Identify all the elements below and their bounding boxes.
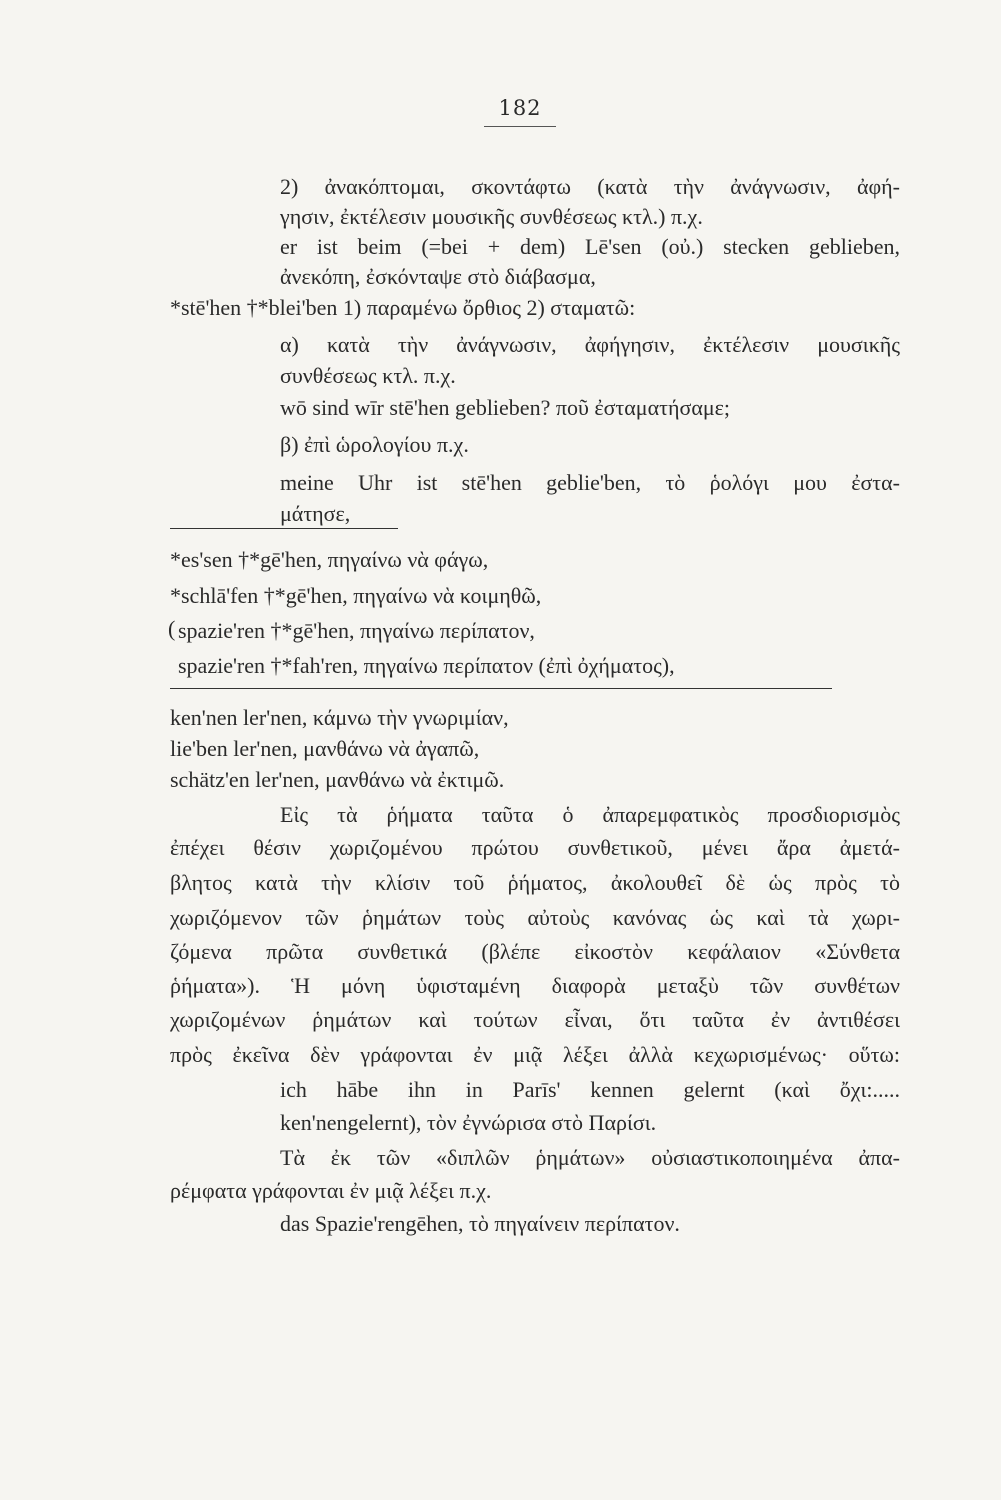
text-line: meine Uhr ist stē'hen geblie'ben, τὸ ῥολόγι μου ἐστα-	[280, 470, 900, 495]
text-line: β) ἐπὶ ὡρολογίου π.χ.	[280, 432, 469, 457]
brace-mark: (	[168, 616, 176, 641]
text-line: ich hābe ihn in Parīs' kennen gelernt (καὶ ὄχι:.....	[280, 1077, 900, 1102]
text-line: συνθέσεως κτλ. π.χ.	[280, 363, 456, 388]
text-line: πρὸς ἐκεῖνα δὲν γράφονται ἐν μιᾷ λέξει ἀλλὰ κεχωρισμένως· οὕτω:	[170, 1042, 900, 1067]
text-line: ἐπέχει θέσιν χωριζομένου πρώτου συνθετικοῦ, μένει ἄρα ἀμετά-	[170, 835, 900, 860]
text-line: α) κατὰ τὴν ἀνάγνωσιν, ἀφήγησιν, ἐκτέλεσιν μουσικῆς	[280, 332, 900, 357]
text-line: ἀνεκόπη, ἐσκόνταψε στὸ διάβασμα,	[280, 264, 596, 289]
text-line: wō sind wīr stē'hen geblieben? ποῦ ἐσταματήσαμε;	[280, 395, 731, 420]
text-line: Εἰς τὰ ῥήματα ταῦτα ὁ ἀπαρεμφατικὸς προσδιορισμὸς	[280, 802, 900, 827]
text-line: spazie'ren †*fah'ren, πηγαίνω περίπατον (ἐπὶ ὀχήματος),	[178, 653, 675, 678]
page-number-rule	[484, 126, 556, 127]
text-line: βλητος κατὰ τὴν κλίσιν τοῦ ῥήματος, ἀκολουθεῖ δὲ ὡς πρὸς τὸ	[170, 870, 900, 895]
text-line: ῥήματα»). Ἡ μόνη ὑφισταμένη διαφορὰ μεταξὺ τῶν συνθέτων	[170, 973, 900, 998]
section-rule	[170, 688, 832, 689]
section-rule	[170, 528, 398, 529]
text-line: χωριζομένων ῥημάτων καὶ τούτων εἶναι, ὅτι ταῦτα ἐν ἀντιθέσει	[170, 1007, 900, 1032]
text-line: Τὰ ἐκ τῶν «διπλῶν ῥημάτων» οὐσιαστικοποιημένα ἀπα-	[280, 1145, 900, 1170]
text-line: *stē'hen †*blei'ben 1) παραμένω ὄρθιος 2) σταματῶ:	[170, 295, 636, 320]
text-line: χωριζόμενον τῶν ῥημάτων τοὺς αὐτοὺς κανόνας ὡς καὶ τὰ χωρι-	[170, 905, 900, 930]
text-line: μάτησε,	[280, 501, 351, 526]
text-line: *schlā'fen †*gē'hen, πηγαίνω νὰ κοιμηθῶ,	[170, 583, 542, 608]
text-line: schätz'en ler'nen, μανθάνω νὰ ἐκτιμῶ.	[170, 767, 505, 792]
text-line: γησιν, ἐκτέλεσιν μουσικῆς συνθέσεως κτλ.) π.χ.	[280, 204, 703, 229]
text-line: ρέμφατα γράφονται ἐν μιᾷ λέξει π.χ.	[170, 1178, 492, 1203]
page-number: 182	[498, 96, 542, 120]
text-line: das Spazie'rengēhen, τὸ πηγαίνειν περίπατον.	[280, 1211, 680, 1236]
text-line: lie'ben ler'nen, μανθάνω νὰ ἀγαπῶ,	[170, 736, 480, 761]
text-line: er ist beim (=bei + dem) Lē'sen (οὐ.) stecken geblieben,	[280, 234, 900, 259]
text-line: spazie'ren †*gē'hen, πηγαίνω περίπατον,	[178, 618, 535, 643]
text-line: 2) ἀνακόπτομαι, σκοντάφτω (κατὰ τὴν ἀνάγνωσιν, ἀφή-	[280, 174, 900, 199]
text-line: ζόμενα πρῶτα συνθετικά (βλέπε εἰκοστὸν κεφάλαιον «Σύνθετα	[170, 939, 900, 964]
text-line: ken'nengelernt), τὸν ἐγνώρισα στὸ Παρίσι.	[280, 1110, 657, 1135]
text-line: *es'sen †*gē'hen, πηγαίνω νὰ φάγω,	[170, 547, 489, 572]
text-line: ken'nen ler'nen, κάμνω τὴν γνωριμίαν,	[170, 705, 509, 730]
